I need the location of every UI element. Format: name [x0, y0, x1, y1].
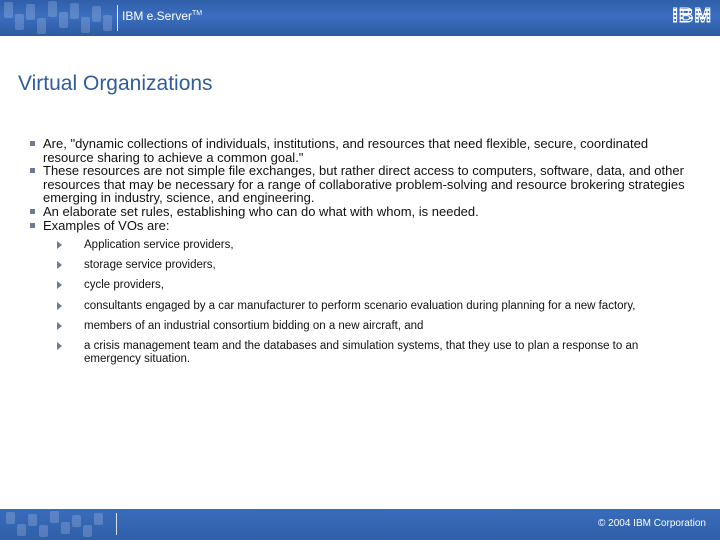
trademark-mark: TM	[192, 10, 203, 17]
ibm-logo: IBM	[672, 5, 712, 27]
triangle-bullet-icon	[57, 241, 62, 249]
slide-body	[30, 137, 702, 232]
triangle-bullet-icon	[57, 322, 62, 330]
example-item: cycle providers,	[55, 279, 677, 292]
footer-divider	[116, 513, 117, 535]
bullet-item: An elaborate set rules, establishing who can do what with whom, is needed.	[30, 205, 702, 219]
copyright-text: © 2004 IBM Corporation	[598, 518, 706, 529]
example-item: storage service providers,	[55, 259, 677, 272]
product-name: IBM e.Server™	[122, 9, 203, 23]
example-item: a crisis management team and the databases and simulation systems, that they use to plan a response to an emergency situation.	[55, 340, 677, 367]
footer-bar	[0, 509, 720, 540]
slide-title: Virtual Organizations	[18, 72, 213, 95]
bullet-item: Examples of VOs are:	[30, 219, 702, 233]
triangle-bullet-icon	[57, 342, 62, 350]
bullet-item: Are, "dynamic collections of individuals, institutions, and resources that need flexible, secure, coordinated resource sharing to achieve a common goal."	[30, 137, 702, 164]
example-item: consultants engaged by a car manufacturer to perform scenario evaluation during planning for a new factory,	[55, 300, 677, 313]
header-divider	[117, 5, 118, 31]
triangle-bullet-icon	[57, 302, 62, 310]
footer-mosaic-decoration	[0, 509, 150, 540]
triangle-bullet-icon	[57, 281, 62, 289]
triangle-bullet-icon	[57, 261, 62, 269]
bullet-list	[30, 137, 702, 232]
example-item: Application service providers,	[55, 239, 677, 252]
square-bullet-icon	[30, 223, 35, 228]
square-bullet-icon	[30, 141, 35, 146]
example-item: members of an industrial consortium bidding on a new aircraft, and	[55, 320, 677, 333]
header-bar	[0, 0, 720, 36]
examples-list	[55, 239, 677, 374]
square-bullet-icon	[30, 168, 35, 173]
bullet-item: These resources are not simple file exchanges, but rather direct access to computers, software, data, and other resources that may be necessary for a range of collaborative problem-solving and resource brokering strategies emerging in industry, science, and engineering.	[30, 164, 702, 205]
square-bullet-icon	[30, 209, 35, 214]
